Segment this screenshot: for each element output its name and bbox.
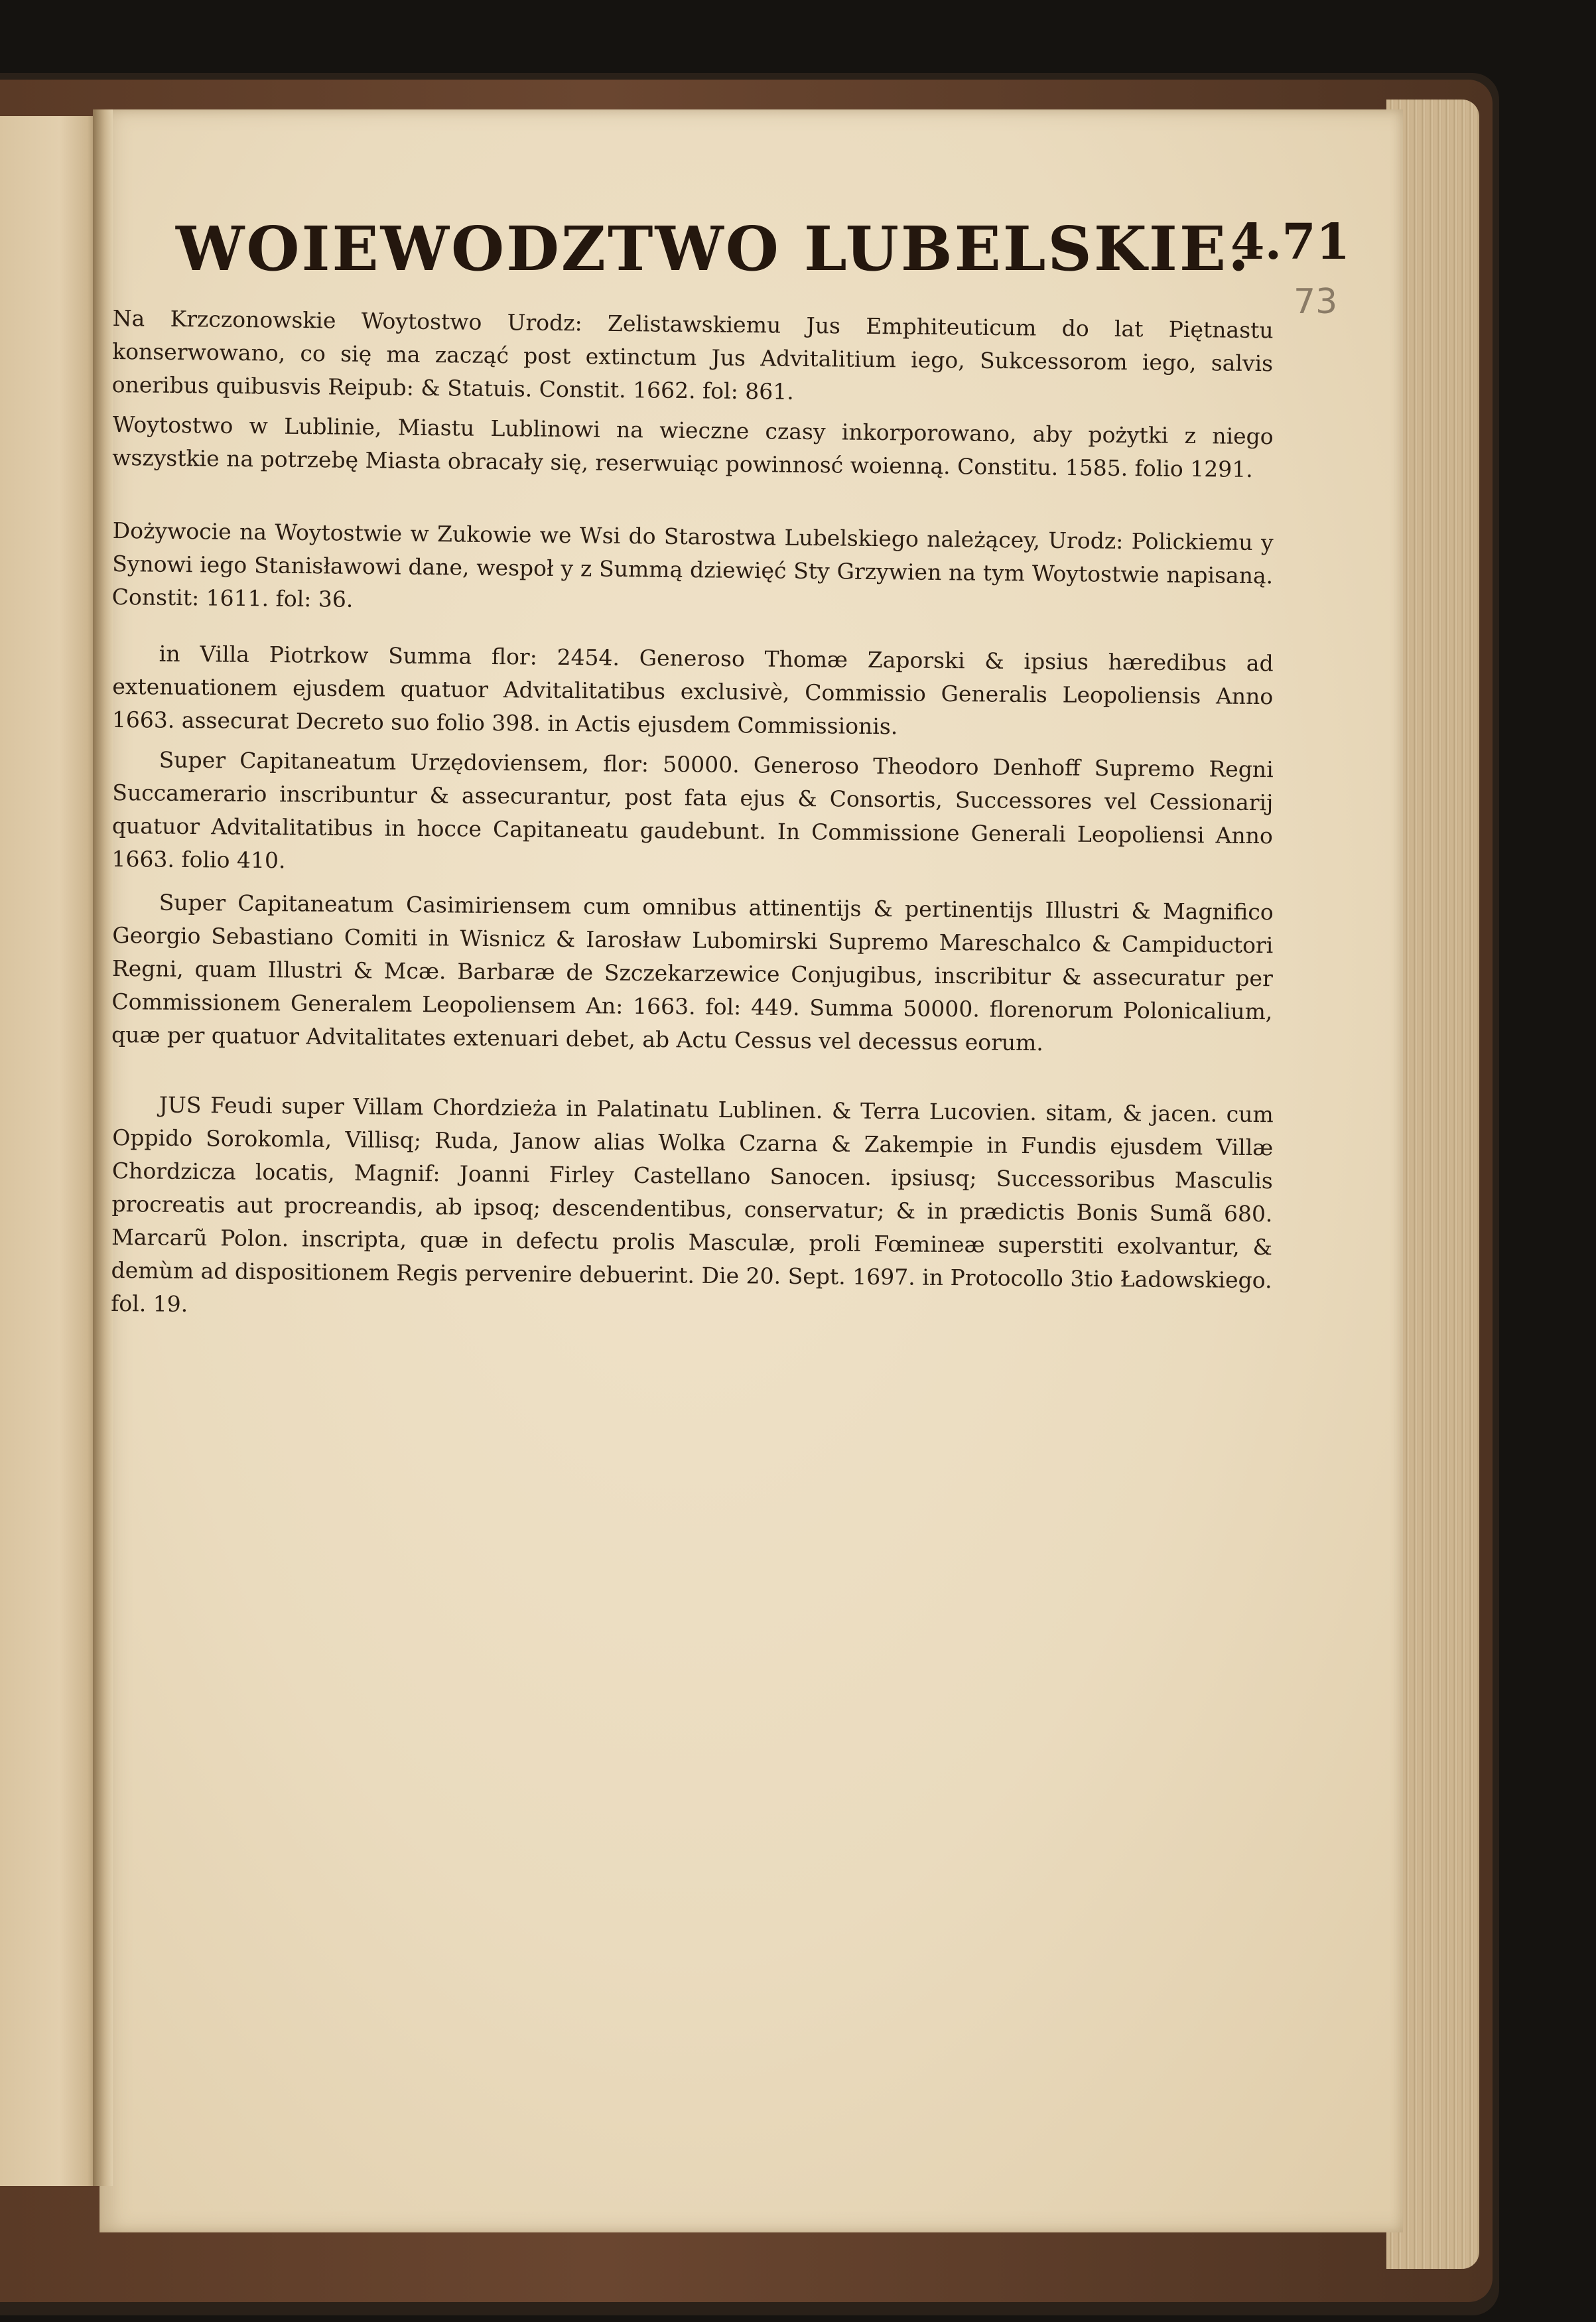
entry-urzedow: Super Capitaneatum Urzędoviensem, flor: 50000. Generoso Theodoro Denhoff Supremo Regni Succamerario inscribuntur & assecurantur, post fata ejus & Consortis, Successores vel Cessionarij quatuor Advitalitatibus in hocce Capitaneatu gaudebunt. In Commissione Generali Leopoliensi Anno 1663. folio 410. bbox=[111, 746, 1274, 874]
pencil-page-number: 73 bbox=[1294, 282, 1338, 322]
entry-jus-feudi: JUS Feudi super Villam Chordzieża in Palatinatu Lublinen. & Terra Lucovien. sitam, & jacen. cum Oppido Sorokomla, Villisq; Ruda, Janow alias Wolka Czarna & Zakempie in Fundis ejusdem Villæ Chordzicza locatis, Magnif: Joanni Firley Castellano Sanocen. ipsiusq; Successoribus Masculis procreatis aut procreandis, ab ipsoq; descendentibus, conservatur; & in prædictis Bonis Sumã 680. Marcarũ Polon. inscripta, quæ in defectu prolis Masculæ, proli Fœmineæ superstiti exolvantur, & demùm ad dispositionem Regis pervenire debuerint. Die 20. Sept. 1697. in Protocollo 3tio Ładowskiego. fol. 19. bbox=[110, 1091, 1274, 1318]
entry-zukow: Dożywocie na Woytostwie w Zukowie we Wsi do Starostwa Lubelskiego należącey, Urodz: Polickiemu y Synowi iego Stanisławowi dane, wespoł y z Summą dziewięć Sty Grzywien na tym Woytostwie napisaną. Constit: 1611. fol: 36. bbox=[111, 517, 1274, 612]
entry-kazimierz: Super Capitaneatum Casimiriensem cum omnibus attinentijs & pertinentijs Illustri & Magnifico Georgio Sebastiano Comiti in Wisnicz & Iarosław Lubomirski Supremo Mareschalco & Campiductori Regni, quam Illustri & Mcæ. Barbaræ de Szczekarzewice Conjugibus, inscribitur & assecuratur per Commissionem Generalem Leopoliensem An: 1663. fol: 449. Summa 50000. florenorum Polonicalium, quæ per quatuor Advitalitates extenuari debet, ab Actu Cessus vel decessus eorum. bbox=[111, 889, 1274, 1056]
entry-krzczonow: Na Krzczonowskie Woytostwo Urodz: Zelistawskiemu Jus Emphiteuticum do lat Piętnastu konserwowano, co się ma zacząć post extinctum Jus Advitalitium iego, Sukcessorom iego, salvis oneribus quibusvis Reipub: & Statuis. Constit. 1662. fol: 861. bbox=[111, 305, 1274, 405]
left-page-edge bbox=[0, 116, 100, 2186]
page-heading: WOIEWODZTWO LUBELSKIE. bbox=[176, 213, 1252, 285]
folio-number: 4.71 bbox=[1230, 214, 1351, 271]
book-gutter bbox=[93, 109, 113, 2186]
entry-piotrkow: in Villa Piotrkow Summa flor: 2454. Generoso Thomæ Zaporski & ipsius hæredibus ad extenuationem ejusdem quatuor Advitalitatibus exclusivè, Commissio Generalis Leopoliensis Anno 1663. assecurat Decreto suo folio 398. in Actis ejusdem Commissionis. bbox=[111, 640, 1274, 740]
entry-lublin: Woytostwo w Lublinie, Miastu Lublinowi na wieczne czasy inkorporowano, aby pożytki z niego wszystkie na potrzebę Miasta obracały się, reserwuiąc powinnosć woienną. Constitu. 1585. folio 1291. bbox=[112, 411, 1274, 483]
